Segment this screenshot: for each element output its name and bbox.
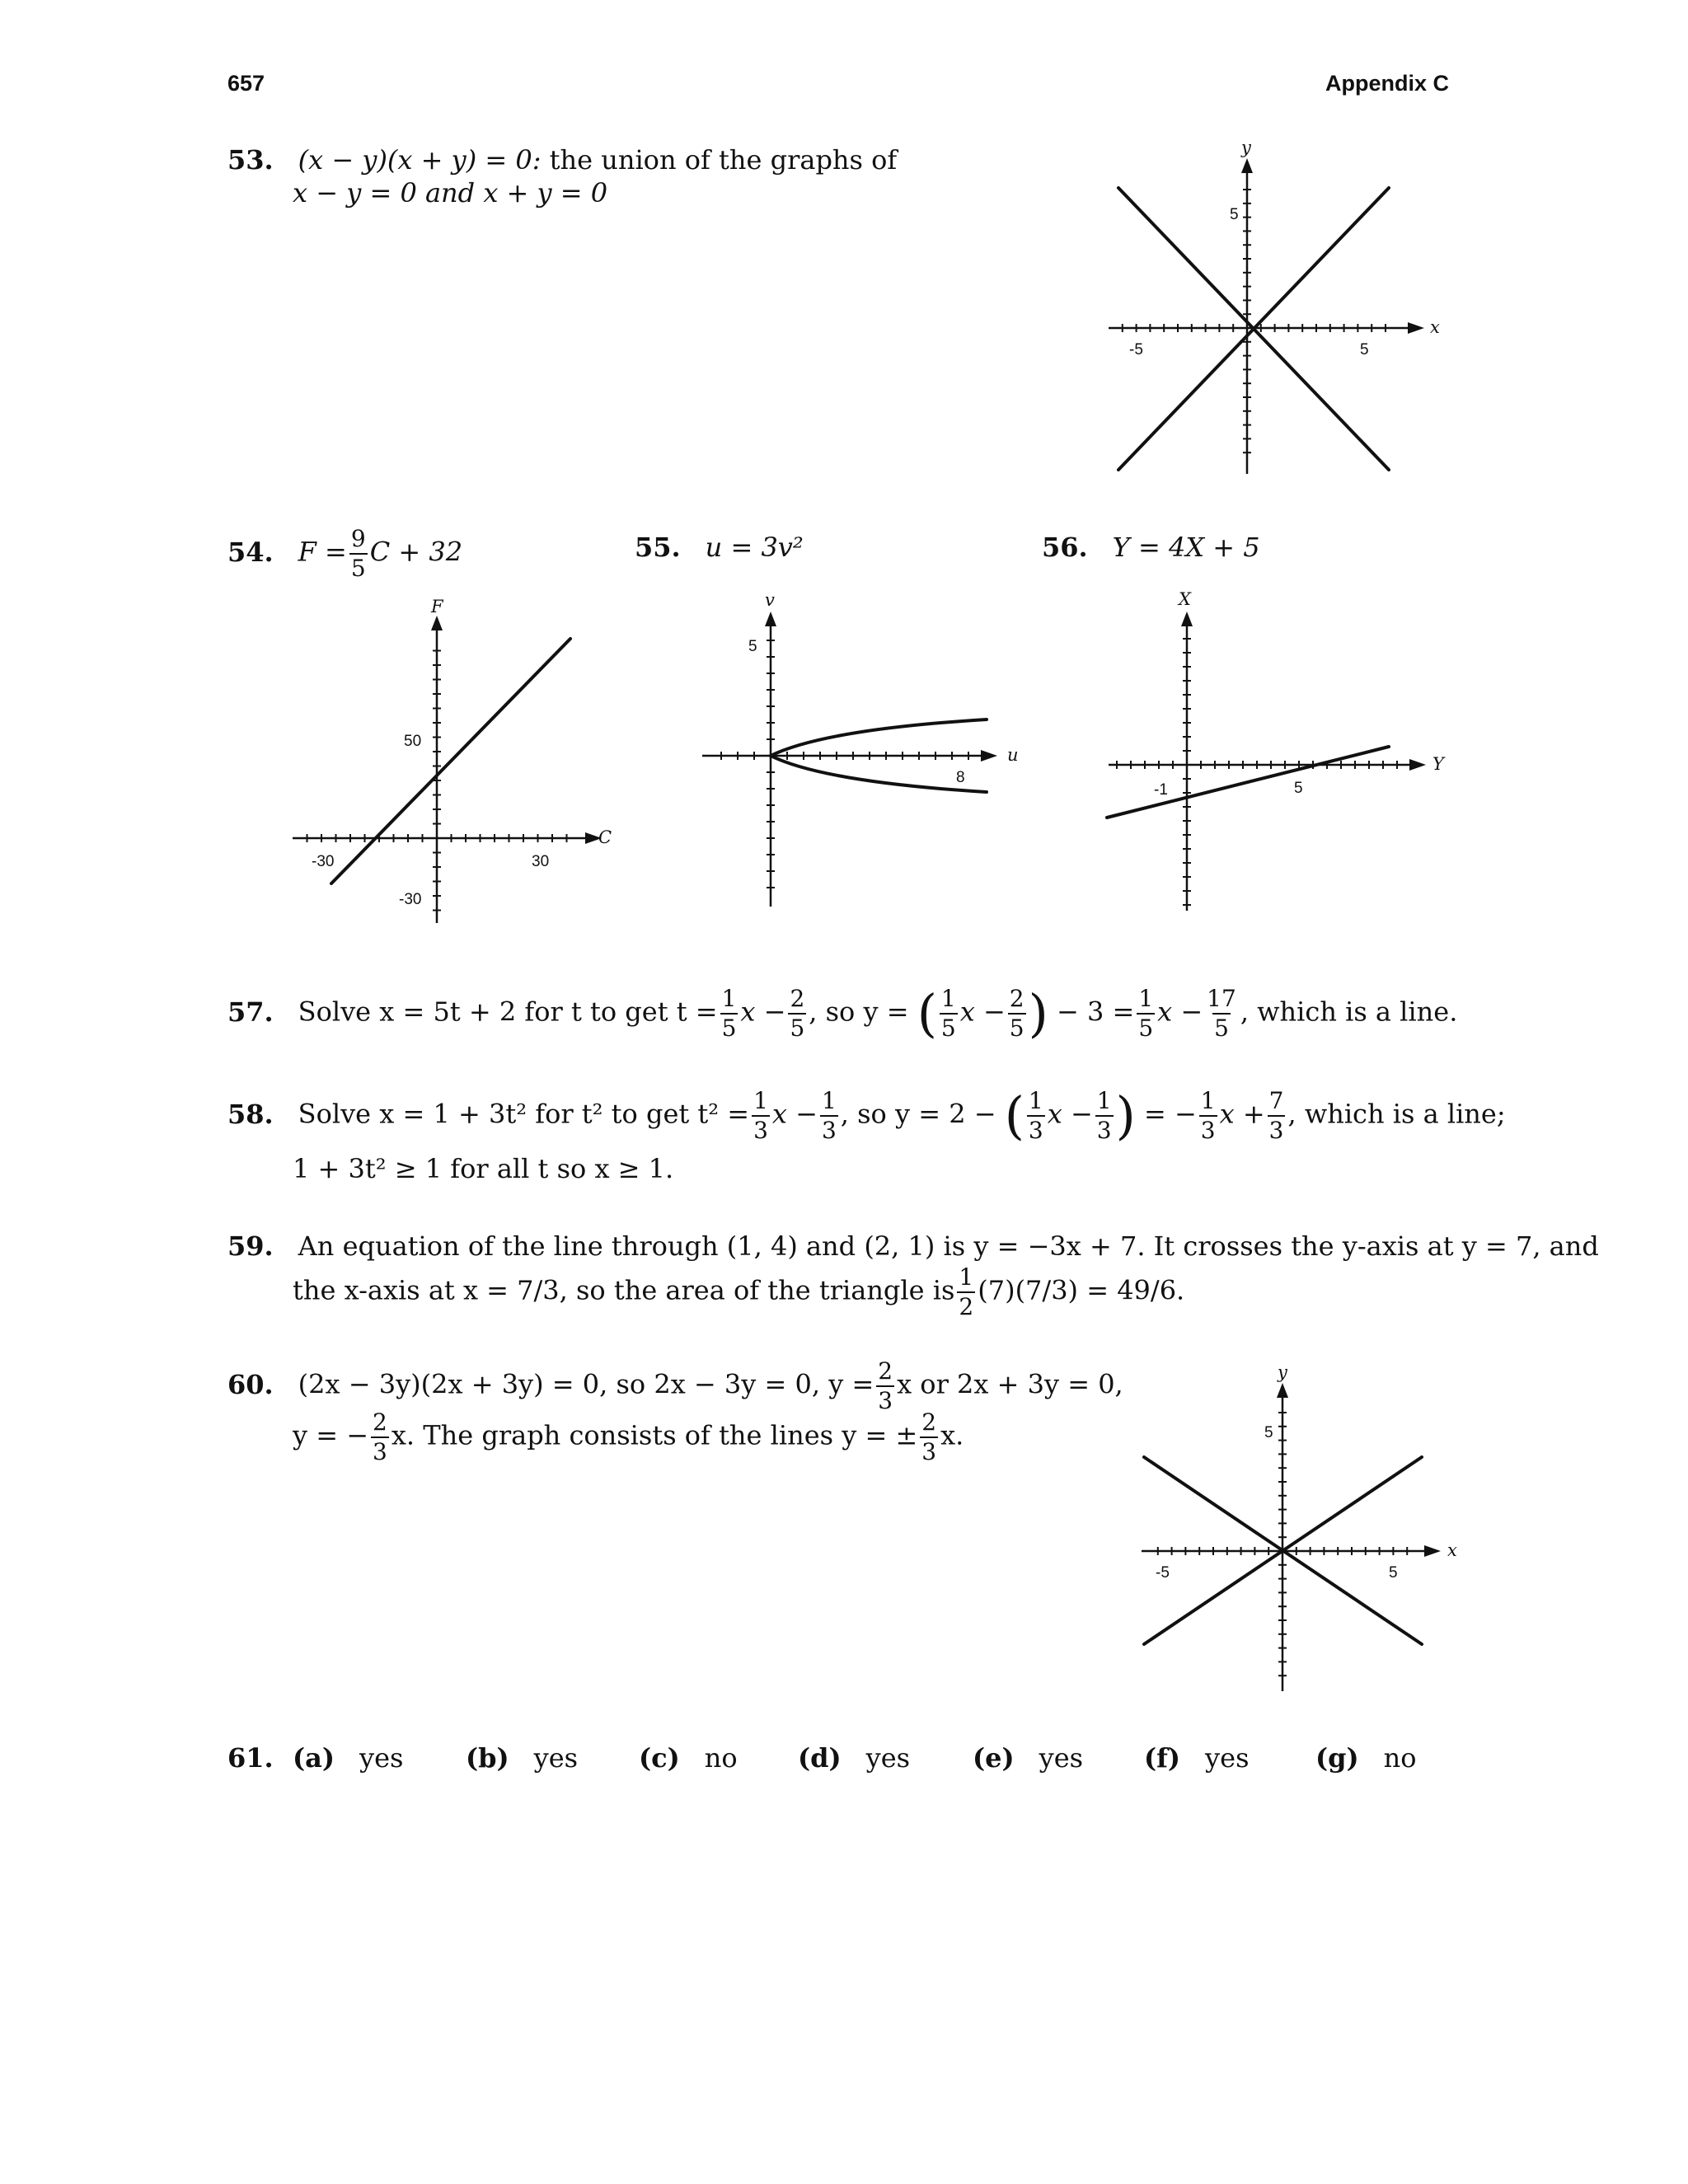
answer-g: (g) no — [1315, 1742, 1417, 1774]
answer-e: (e) yes — [973, 1742, 1084, 1774]
problem-56: 56. Y = 4X + 5 — [1042, 532, 1260, 563]
graph-54 — [280, 597, 626, 927]
tick-label-y5: 5 — [1264, 1424, 1273, 1441]
tick-label-neg30: -30 — [312, 853, 335, 870]
tick-label-50: 50 — [404, 733, 422, 750]
running-header: Appendix C — [1325, 71, 1449, 96]
tick-label-neg5: -5 — [1156, 1564, 1170, 1582]
tick-label-5: 5 — [1294, 780, 1303, 797]
problem-53: 53. (x − y)(x + y) = 0: the union of the graphs of — [227, 144, 898, 176]
tick-label-8: 8 — [956, 769, 965, 786]
problem-53-line2: x − y = 0 and x + y = 0 — [293, 177, 608, 209]
tick-label-30: 30 — [532, 853, 550, 870]
problem-59: 59. An equation of the line through (1, 4) and (2, 1) is y = −3x + 7. It crosses the y-axis at y = 7, and — [227, 1230, 1599, 1262]
x-axis-label: Y — [1432, 754, 1444, 774]
y-axis-label: F — [431, 597, 443, 616]
line-Y-equals-4X-plus-5 — [1107, 747, 1389, 818]
x-axis-label: u — [1007, 745, 1019, 765]
answer-c: (c) no — [639, 1742, 738, 1774]
problem-61: 61. — [227, 1742, 274, 1774]
problem-55: 55. u = 3v² — [635, 532, 804, 563]
problem-58: 58. Solve x = 1 + 3t² for t² to get t² = $\frac{1}{3}$ x − $\frac{1}{3}$ , so y = 2 − ( $\frac{1}{3}$ x − $\frac{1}{3}$ ) = − $\frac{1}{3}$ x + $\frac{7}{3}$ , which is a line; — [227, 1085, 1506, 1146]
y-axis-label: X — [1179, 589, 1191, 609]
graph-60 — [1129, 1362, 1459, 1698]
problem-59-line2: the x-axis at x = 7/3, so the area of the triangle is $\frac{1}{2}$ (7)(7/3) = 49/6. — [293, 1263, 1185, 1320]
x-axis-arrow — [1408, 322, 1424, 334]
problem-54: 54. F = $\frac{9}{5}$ C + 32 — [227, 525, 463, 582]
y-axis-arrow — [1241, 158, 1253, 173]
problem-57: 57. Solve x = 5t + 2 for t to get t = $\frac{1}{5}$ x − $\frac{2}{5}$ , so y = ( $\frac{1}{5}$ x − $\frac{2}{5}$ ) − 3 = $\frac{1}{5}$ x − $\frac{17}{5}$ , which is a line. — [227, 983, 1458, 1043]
page-number: 657 — [227, 71, 265, 96]
x-axis-label: x — [1447, 1540, 1457, 1560]
answer-a: (a) yes — [293, 1742, 404, 1774]
y-axis-label: y — [1278, 1362, 1287, 1382]
problem-58-line2: 1 + 3t² ≥ 1 for all t so x ≥ 1. — [293, 1153, 674, 1184]
line-F-of-C — [331, 639, 570, 883]
graph-56 — [1104, 589, 1451, 923]
graph-53 — [1104, 138, 1440, 478]
x-axis-label: x — [1430, 317, 1440, 337]
tick-label-y5: 5 — [748, 638, 757, 655]
tick-label-neg1: -1 — [1154, 781, 1168, 799]
tick-label-neg30-y: -30 — [399, 891, 422, 908]
y-axis-label: y — [1241, 138, 1251, 157]
answer-f: (f) yes — [1144, 1742, 1250, 1774]
tick-label-5: 5 — [1389, 1564, 1398, 1582]
graph-55 — [692, 589, 1039, 911]
problem-60-line2: y = − $\frac{2}{3}$ x. The graph consists of the lines y = ± $\frac{2}{3}$ x. — [293, 1408, 964, 1465]
x-axis-label: C — [598, 827, 612, 847]
tick-label-y5: 5 — [1230, 206, 1239, 223]
tick-label-5: 5 — [1360, 341, 1369, 359]
y-axis-label: v — [765, 590, 775, 610]
problem-60: 60. (2x − 3y)(2x + 3y) = 0, so 2x − 3y = 0, y = $\frac{2}{3}$ x or 2x + 3y = 0, — [227, 1357, 1123, 1414]
answer-d: (d) yes — [798, 1742, 911, 1774]
answer-b: (b) yes — [466, 1742, 579, 1774]
tick-label-neg5: -5 — [1129, 341, 1143, 359]
